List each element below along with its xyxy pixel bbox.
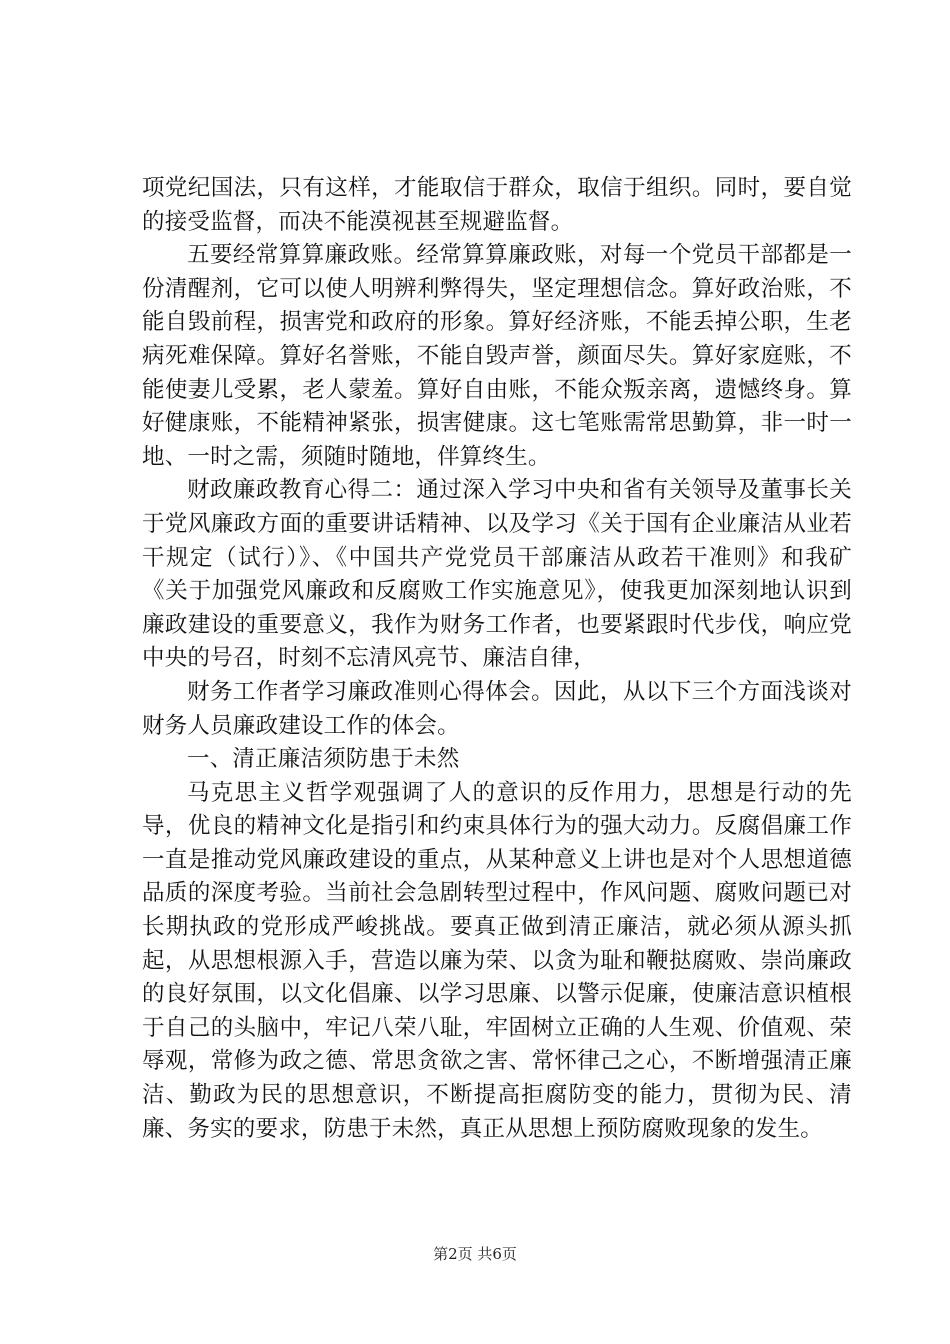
paragraph-3: 财政廉政教育心得二：通过深入学习中央和省有关领导及董事长关于党风廉政方面的重要讲话精神、以及学习《关于国有企业廉洁从业若干规定（试行）》、《中国共产党党员干部廉洁从政若干准则》和我矿《关于加强党风廉政和反腐败工作实施意见》，使我更加深刻地认识到廉政建设的重要意义，我作为财务工作者，也要紧跟时代步伐，响应党中央的号召，时刻不忘清风亮节、廉洁自律， [142, 477, 852, 672]
paragraph-2: 五要经常算算廉政账。经常算算廉政账，对每一个党员干部都是一份清醒剂，它可以使人明辨利弊得失，坚定理想信念。算好政治账，不能自毁前程，损害党和政府的形象。算好经济账，不能丢掉公职，生老病死难保障。算好名誉账，不能自毁声誉，颜面尽失。算好家庭账，不能使妻儿受累，老人蒙羞。算好自由账，不能众叛亲离，遗憾终身。算好健康账，不能精神紧张，损害健康。这七笔账需常思勤算，非一时一地、一时之需，须随时随地，伴算终生。 [142, 242, 852, 470]
page-number: 第2页 共6页 [433, 1245, 517, 1263]
paragraph-4: 财务工作者学习廉政准则心得体会。因此，从以下三个方面浅谈对财务人员廉政建设工作的体会。 [142, 678, 852, 739]
paragraph-5: 马克思主义哲学观强调了人的意识的反作用力，思想是行动的先导，优良的精神文化是指引和约束具体行为的强大动力。反腐倡廉工作一直是推动党风廉政建设的重点，从某种意义上讲也是对个人思想道德品质的深度考验。当前社会急剧转型过程中，作风问题、腐败问题已对长期执政的党形成严峻挑战。要真正做到清正廉洁，就必须从源头抓起，从思想根源入手，营造以廉为荣、以贪为耻和鞭挞腐败、崇尚廉政的良好氛围，以文化倡廉、以学习思廉、以警示促廉，使廉洁意识植根于自己的头脑中，牢记八荣八耻，牢固树立正确的人生观、价值观、荣辱观，常修为政之德、常思贪欲之害、常怀律己之心，不断增强清正廉洁、勤政为民的思想意识，不断提高拒腐防变的能力，贯彻为民、清廉、务实的要求，防患于未然，真正从思想上预防腐败现象的发生。 [142, 779, 852, 1142]
document-body [142, 172, 852, 1146]
page-footer [0, 1244, 950, 1264]
section-heading: 一、清正廉洁须防患于未然 [187, 746, 460, 773]
paragraph-1: 项党纪国法，只有这样，才能取信于群众，取信于组织。同时，要自觉的接受监督，而决不能漠视甚至规避监督。 [142, 175, 852, 235]
